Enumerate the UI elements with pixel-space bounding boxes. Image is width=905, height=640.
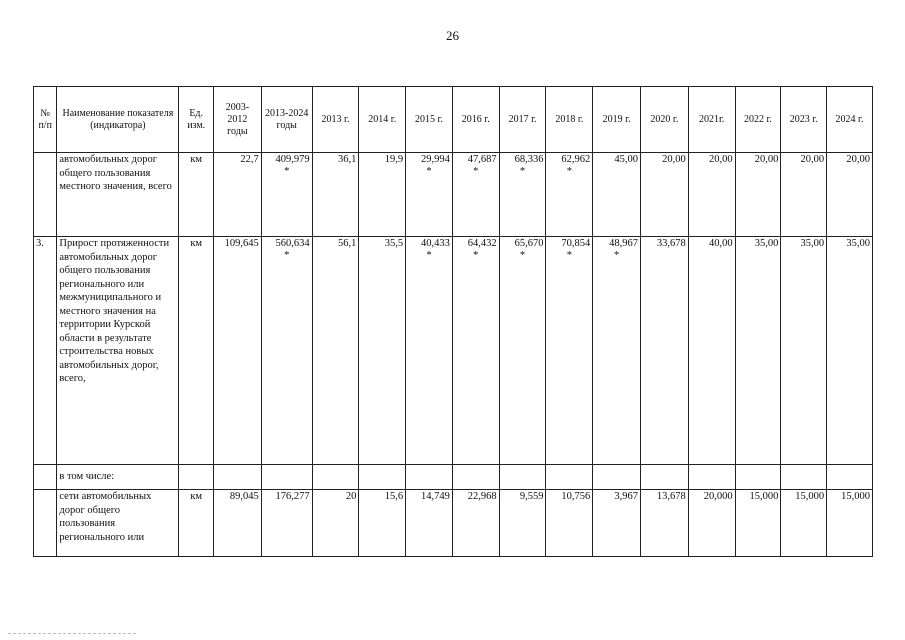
row-index — [34, 490, 57, 557]
row-index — [34, 465, 57, 490]
value-cell: 20,00 — [641, 153, 689, 237]
value-cell: 22,968 — [452, 490, 499, 557]
value-cell: 35,5 — [359, 237, 406, 465]
row-unit — [179, 465, 214, 490]
value-cell: 409,979 * — [261, 153, 312, 237]
value-cell: 62,962 * — [546, 153, 593, 237]
table-row — [34, 153, 873, 237]
table-row — [34, 465, 873, 490]
value-cell: 15,6 — [359, 490, 406, 557]
value-cell: 36,1 — [312, 153, 359, 237]
value-cell: 68,336 * — [499, 153, 546, 237]
value-cell: 3,967 — [593, 490, 641, 557]
value-cell: 20,000 — [688, 490, 735, 557]
value-cell: 19,9 — [359, 153, 406, 237]
value-cell: 15,000 — [827, 490, 873, 557]
value-cell: 29,994 * — [406, 153, 453, 237]
value-cell: 89,045 — [213, 490, 261, 557]
value-cell — [735, 465, 781, 490]
header-unit: Ед. изм. — [179, 87, 214, 153]
value-cell: 70,854 * — [546, 237, 593, 465]
value-cell — [827, 465, 873, 490]
table-row — [34, 490, 873, 557]
header-year: 2021г. — [688, 87, 735, 153]
value-cell: 176,277 — [261, 490, 312, 557]
value-cell: 40,433 * — [406, 237, 453, 465]
value-cell: 20 — [312, 490, 359, 557]
table-header-row — [34, 87, 873, 153]
value-cell — [312, 465, 359, 490]
value-cell — [593, 465, 641, 490]
value-cell — [688, 465, 735, 490]
value-cell: 10,756 — [546, 490, 593, 557]
row-index: 3. — [34, 237, 57, 465]
value-cell: 20,00 — [688, 153, 735, 237]
header-year: 2020 г. — [641, 87, 689, 153]
value-cell: 33,678 — [641, 237, 689, 465]
header-year: 2024 г. — [827, 87, 873, 153]
header-year: 2014 г. — [359, 87, 406, 153]
row-name: в том числе: — [57, 465, 179, 490]
header-year: 2022 г. — [735, 87, 781, 153]
value-cell: 20,00 — [735, 153, 781, 237]
row-name: сети автомобильных дорог общего пользования регионального или — [57, 490, 179, 557]
header-year: 2015 г. — [406, 87, 453, 153]
value-cell: 13,678 — [641, 490, 689, 557]
value-cell: 45,00 — [593, 153, 641, 237]
row-name: автомобильных дорог общего пользования местного значения, всего — [57, 153, 179, 237]
value-cell: 560,634 * — [261, 237, 312, 465]
value-cell — [359, 465, 406, 490]
value-cell — [452, 465, 499, 490]
header-year: 2013 г. — [312, 87, 359, 153]
row-unit: км — [179, 153, 214, 237]
header-period: 2003-2012 годы — [213, 87, 261, 153]
value-cell: 109,645 — [213, 237, 261, 465]
value-cell: 15,000 — [735, 490, 781, 557]
scan-artifact-line — [8, 633, 136, 634]
value-cell: 20,00 — [827, 153, 873, 237]
value-cell — [261, 465, 312, 490]
row-unit: км — [179, 490, 214, 557]
header-year: 2017 г. — [499, 87, 546, 153]
value-cell: 35,00 — [827, 237, 873, 465]
indicators-table — [33, 86, 873, 557]
header-year: 2018 г. — [546, 87, 593, 153]
value-cell — [641, 465, 689, 490]
header-year: 2023 г. — [781, 87, 827, 153]
value-cell: 64,432 * — [452, 237, 499, 465]
page-number: 26 — [446, 28, 459, 43]
value-cell: 20,00 — [781, 153, 827, 237]
header-year: 2019 г. — [593, 87, 641, 153]
value-cell: 35,00 — [781, 237, 827, 465]
value-cell — [499, 465, 546, 490]
value-cell: 22,7 — [213, 153, 261, 237]
table-row — [34, 237, 873, 465]
value-cell: 40,00 — [688, 237, 735, 465]
value-cell: 47,687 * — [452, 153, 499, 237]
value-cell — [781, 465, 827, 490]
value-cell: 15,000 — [781, 490, 827, 557]
value-cell: 56,1 — [312, 237, 359, 465]
value-cell: 14,749 — [406, 490, 453, 557]
header-name: Наименование показателя (индикатора) — [57, 87, 179, 153]
value-cell: 35,00 — [735, 237, 781, 465]
value-cell: 9,559 — [499, 490, 546, 557]
value-cell — [546, 465, 593, 490]
row-unit: км — [179, 237, 214, 465]
value-cell: 48,967 * — [593, 237, 641, 465]
row-name: Прирост протяженности автомобильных дорог общего пользования регионального или межмуниципального и местного значения на территории Курской области в результате строительства новых автомобильных дорог, всего, — [57, 237, 179, 465]
header-year: 2016 г. — [452, 87, 499, 153]
value-cell — [406, 465, 453, 490]
value-cell — [213, 465, 261, 490]
value-cell: 65,670 * — [499, 237, 546, 465]
header-num: № п/п — [34, 87, 57, 153]
header-period: 2013-2024 годы — [261, 87, 312, 153]
row-index — [34, 153, 57, 237]
